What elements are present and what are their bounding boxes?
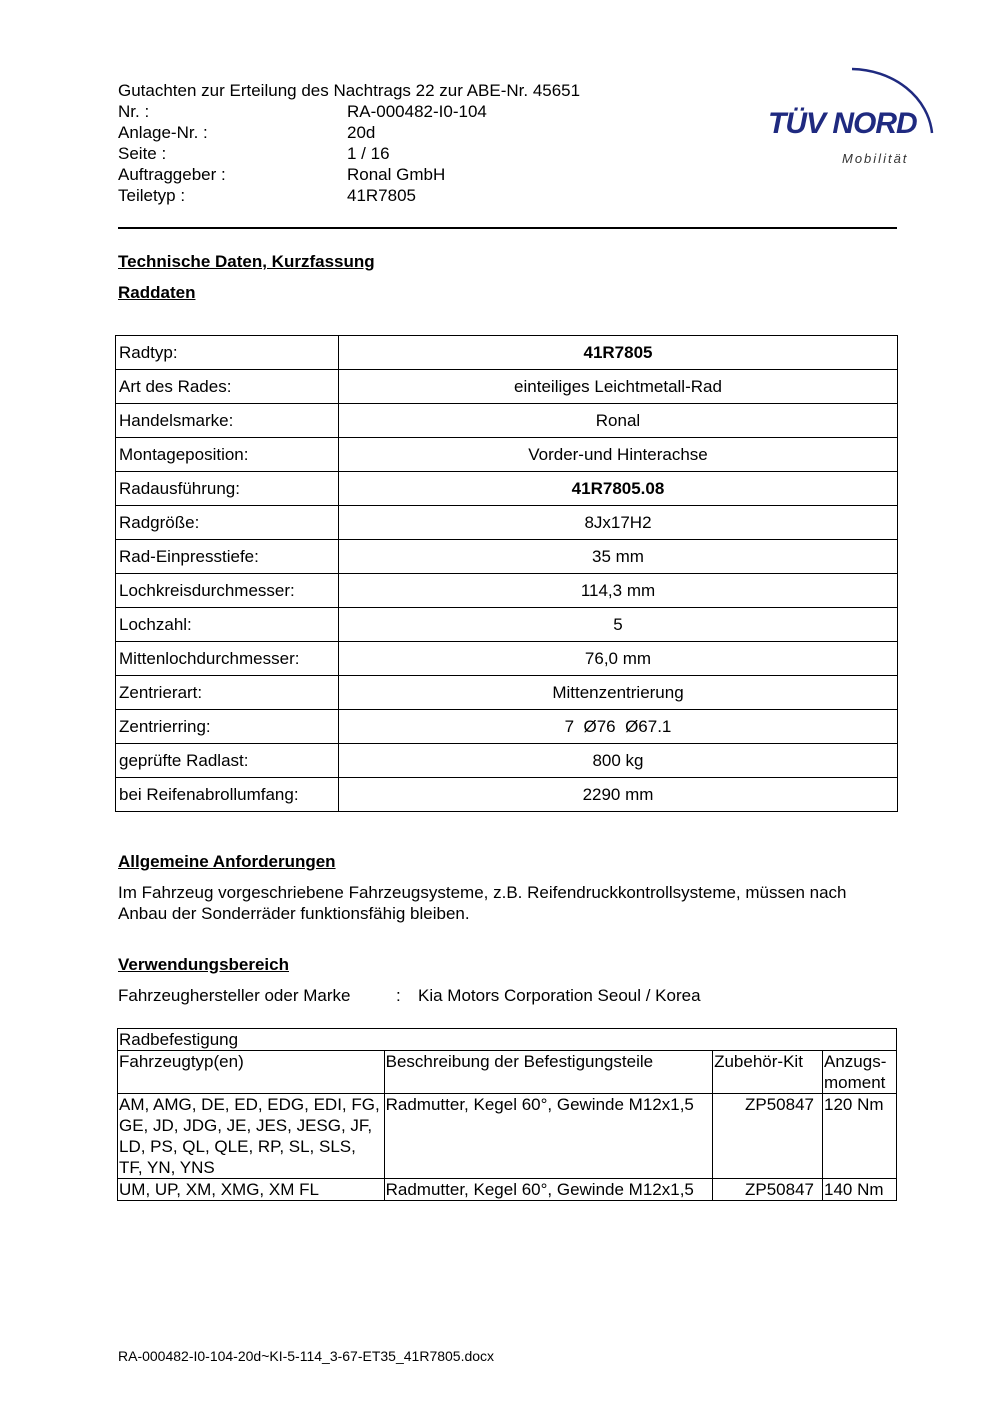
row-label: Zentrierring: bbox=[116, 710, 339, 744]
table-row bbox=[118, 1094, 897, 1179]
row-value: 8Jx17H2 bbox=[339, 506, 898, 540]
footer-filename: RA-000482-I0-104-20d~KI-5-114_3-67-ET35_41R7805.docx bbox=[118, 1348, 495, 1364]
row-label: bei Reifenabrollumfang: bbox=[116, 778, 339, 812]
table-row bbox=[116, 472, 898, 506]
header-divider bbox=[118, 227, 897, 229]
fixing-caption: Radbefestigung bbox=[118, 1029, 897, 1051]
table-row bbox=[116, 608, 898, 642]
row-label: Lochkreisdurchmesser: bbox=[116, 574, 339, 608]
table-row bbox=[116, 642, 898, 676]
meta-label: Teiletyp : bbox=[118, 186, 186, 205]
meta-row-seite bbox=[118, 143, 638, 164]
col-header: Fahrzeugtyp(en) bbox=[118, 1051, 385, 1094]
fixing-description: Radmutter, Kegel 60°, Gewinde M12x1,5 bbox=[384, 1179, 712, 1201]
manufacturer-label: Fahrzeughersteller oder Marke bbox=[118, 986, 351, 1005]
fixing-description: Radmutter, Kegel 60°, Gewinde M12x1,5 bbox=[384, 1094, 712, 1179]
manufacturer-row bbox=[118, 986, 701, 1006]
row-value: 800 kg bbox=[339, 744, 898, 778]
meta-value: 20d bbox=[347, 123, 376, 142]
table-row bbox=[116, 744, 898, 778]
meta-value: RA-000482-I0-104 bbox=[347, 102, 487, 121]
vehicle-types: AM, AMG, DE, ED, EDG, EDI, FG, GE, JD, JDG, JE, JES, JESG, JF, LD, PS, QL, QLE, RP, SL, SLS, TF, YN, YNS bbox=[118, 1094, 385, 1179]
row-label: Rad-Einpresstiefe: bbox=[116, 540, 339, 574]
col-header: Anzugs-moment bbox=[823, 1051, 897, 1094]
torque: 120 Nm bbox=[823, 1094, 897, 1179]
meta-value: 1 / 16 bbox=[347, 144, 390, 163]
meta-value: 41R7805 bbox=[347, 186, 417, 205]
row-value: 76,0 mm bbox=[339, 642, 898, 676]
table-row bbox=[116, 778, 898, 812]
manufacturer-value: Kia Motors Corporation Seoul / Korea bbox=[418, 986, 701, 1005]
row-value: 114,3 mm bbox=[339, 574, 898, 608]
row-label: Zentrierart: bbox=[116, 676, 339, 710]
logo-brand: TÜV NORD bbox=[768, 107, 917, 140]
row-value: einteiliges Leichtmetall-Rad bbox=[339, 370, 898, 404]
heading-allgemein: Allgemeine Anforderungen bbox=[118, 852, 336, 871]
meta-row-anlage bbox=[118, 122, 638, 143]
row-value: 5 bbox=[339, 608, 898, 642]
heading-verwendung: Verwendungsbereich bbox=[118, 955, 289, 974]
meta-label: Auftraggeber : bbox=[118, 165, 226, 184]
wheel-data-table bbox=[115, 335, 898, 812]
col-header: Beschreibung der Befestigungsteile bbox=[384, 1051, 712, 1094]
document-title: Gutachten zur Erteilung des Nachtrags 22 zur ABE-Nr. 45651 bbox=[118, 81, 581, 100]
row-value: 41R7805 bbox=[339, 336, 898, 370]
row-label: Montageposition: bbox=[116, 438, 339, 472]
row-value: Vorder-und Hinterachse bbox=[339, 438, 898, 472]
meta-row-auftraggeber bbox=[118, 164, 638, 185]
tuev-nord-logo bbox=[762, 55, 942, 175]
row-value: 35 mm bbox=[339, 540, 898, 574]
meta-label: Anlage-Nr. : bbox=[118, 123, 208, 142]
row-value: 41R7805.08 bbox=[339, 472, 898, 506]
meta-row-teiletyp bbox=[118, 185, 638, 206]
row-label: Radtyp: bbox=[116, 336, 339, 370]
row-value: Ronal bbox=[339, 404, 898, 438]
manufacturer-colon: : bbox=[396, 986, 401, 1005]
table-row bbox=[116, 710, 898, 744]
document-header bbox=[118, 80, 638, 206]
torque: 140 Nm bbox=[823, 1179, 897, 1201]
table-row bbox=[116, 574, 898, 608]
table-row bbox=[116, 506, 898, 540]
vehicle-types: UM, UP, XM, XMG, XM FL bbox=[118, 1179, 385, 1201]
table-row bbox=[116, 676, 898, 710]
table-caption-row bbox=[118, 1029, 897, 1051]
table-header-row bbox=[118, 1051, 897, 1094]
row-label: Handelsmarke: bbox=[116, 404, 339, 438]
col-header: Zubehör-Kit bbox=[713, 1051, 823, 1094]
table-row bbox=[116, 336, 898, 370]
table-row bbox=[116, 540, 898, 574]
row-label: Radgröße: bbox=[116, 506, 339, 540]
heading-tech-data: Technische Daten, Kurzfassung bbox=[118, 252, 375, 271]
meta-value: Ronal GmbH bbox=[347, 165, 446, 184]
accessory-kit: ZP50847 bbox=[713, 1094, 823, 1179]
meta-label: Seite : bbox=[118, 144, 167, 163]
row-label: Radausführung: bbox=[116, 472, 339, 506]
accessory-kit: ZP50847 bbox=[713, 1179, 823, 1201]
row-value: 2290 mm bbox=[339, 778, 898, 812]
table-row bbox=[118, 1179, 897, 1201]
meta-row-nr bbox=[118, 101, 638, 122]
row-label: Art des Rades: bbox=[116, 370, 339, 404]
table-row bbox=[116, 370, 898, 404]
row-label: Mittenlochdurchmesser: bbox=[116, 642, 339, 676]
heading-raddaten: Raddaten bbox=[118, 283, 196, 302]
row-value: Mittenzentrierung bbox=[339, 676, 898, 710]
allgemein-paragraph: Im Fahrzeug vorgeschriebene Fahrzeugsysteme, z.B. Reifendruckkontrollsysteme, müssen nach Anbau der Sonderräder funktionsfähig bleiben. bbox=[118, 883, 847, 923]
meta-label: Nr. : bbox=[118, 102, 150, 121]
logo-subtitle: Mobilität bbox=[842, 151, 909, 166]
fixing-table bbox=[117, 1028, 897, 1201]
row-label: geprüfte Radlast: bbox=[116, 744, 339, 778]
table-row bbox=[116, 404, 898, 438]
row-value: 7 Ø76 Ø67.1 bbox=[339, 710, 898, 744]
table-row bbox=[116, 438, 898, 472]
row-label: Lochzahl: bbox=[116, 608, 339, 642]
